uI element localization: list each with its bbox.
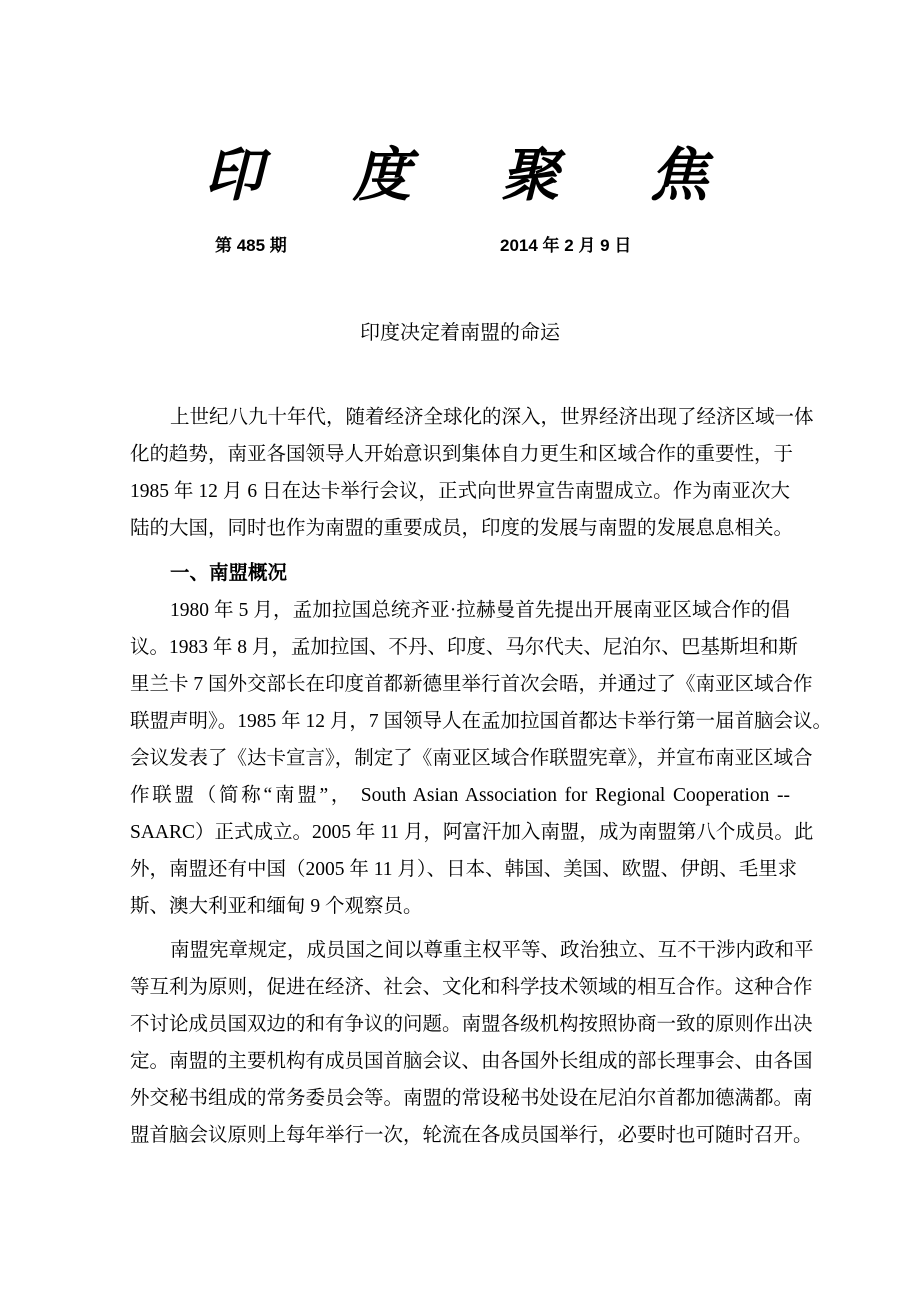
paragraph-line: 盟首脑会议原则上每年举行一次，轮流在各成员国举行，必要时也可随时召开。 bbox=[130, 1125, 813, 1146]
paragraph-line: 等互利为原则，促进在经济、社会、文化和科学技术领域的相互合作。这种合作 bbox=[130, 977, 813, 998]
paragraph-line: 外，南盟还有中国（2005 年 11 月）、日本、韩国、美国、欧盟、伊朗、毛里求 bbox=[130, 859, 798, 880]
section-heading: 一、南盟概况 bbox=[170, 562, 288, 584]
paragraph-line: 上世纪八九十年代，随着经济全球化的深入，世界经济出现了经济区域一体 bbox=[170, 407, 814, 428]
paragraph-line: 不讨论成员国双边的和有争议的问题。南盟各级机构按照协商一致的原则作出决 bbox=[130, 1014, 813, 1035]
paragraph-line: 斯、澳大利亚和缅甸 9 个观察员。 bbox=[130, 896, 423, 917]
paragraph-line: 作联盟（简称“南盟”， South Asian Association for Regional Cooperation -- bbox=[130, 785, 790, 806]
paragraph-line: 定。南盟的主要机构有成员国首脑会议、由各国外长组成的部长理事会、由各国 bbox=[130, 1051, 813, 1072]
paragraph-line: 外交秘书组成的常务委员会等。南盟的常设秘书处设在尼泊尔首都加德满都。南 bbox=[130, 1088, 813, 1109]
paragraph-line: 南盟宪章规定，成员国之间以尊重主权平等、政治独立、互不干涉内政和平 bbox=[170, 940, 814, 961]
paragraph-line: 1980 年 5 月，孟加拉国总统齐亚·拉赫曼首先提出开展南亚区域合作的倡 bbox=[170, 600, 790, 621]
paragraph-line: 会议发表了《达卡宣言》，制定了《南亚区域合作联盟宪章》，并宣布南亚区域合 bbox=[130, 748, 813, 769]
paragraph-line: 里兰卡 7 国外交部长在印度首都新德里举行首次会晤，并通过了《南亚区域合作 bbox=[130, 674, 813, 695]
paragraph-line: 陆的大国，同时也作为南盟的重要成员，印度的发展与南盟的发展息息相关。 bbox=[130, 518, 794, 539]
paragraph-line: SAARC）正式成立。2005 年 11 月，阿富汗加入南盟，成为南盟第八个成员。此 bbox=[130, 822, 814, 843]
issue-date: 2014 年 2 月 9 日 bbox=[500, 236, 632, 255]
paragraph-line: 议。1983 年 8 月，孟加拉国、不丹、印度、马尔代夫、尼泊尔、巴基斯坦和斯 bbox=[130, 637, 798, 658]
paragraph-line: 化的趋势，南亚各国领导人开始意识到集体自力更生和区域合作的重要性，于 bbox=[130, 444, 794, 465]
paragraph-line: 1985 年 12 月 6 日在达卡举行会议，正式向世界宣告南盟成立。作为南亚次大 bbox=[130, 481, 790, 502]
paragraph-line: 联盟声明》。1985 年 12 月，7 国领导人在孟加拉国首都达卡举行第一届首脑会议。 bbox=[130, 711, 833, 732]
issue-number: 第 485 期 bbox=[215, 236, 287, 255]
masthead-title: 印 度 聚 焦 bbox=[204, 143, 746, 208]
article-headline: 印度决定着南盟的命运 bbox=[360, 322, 560, 344]
